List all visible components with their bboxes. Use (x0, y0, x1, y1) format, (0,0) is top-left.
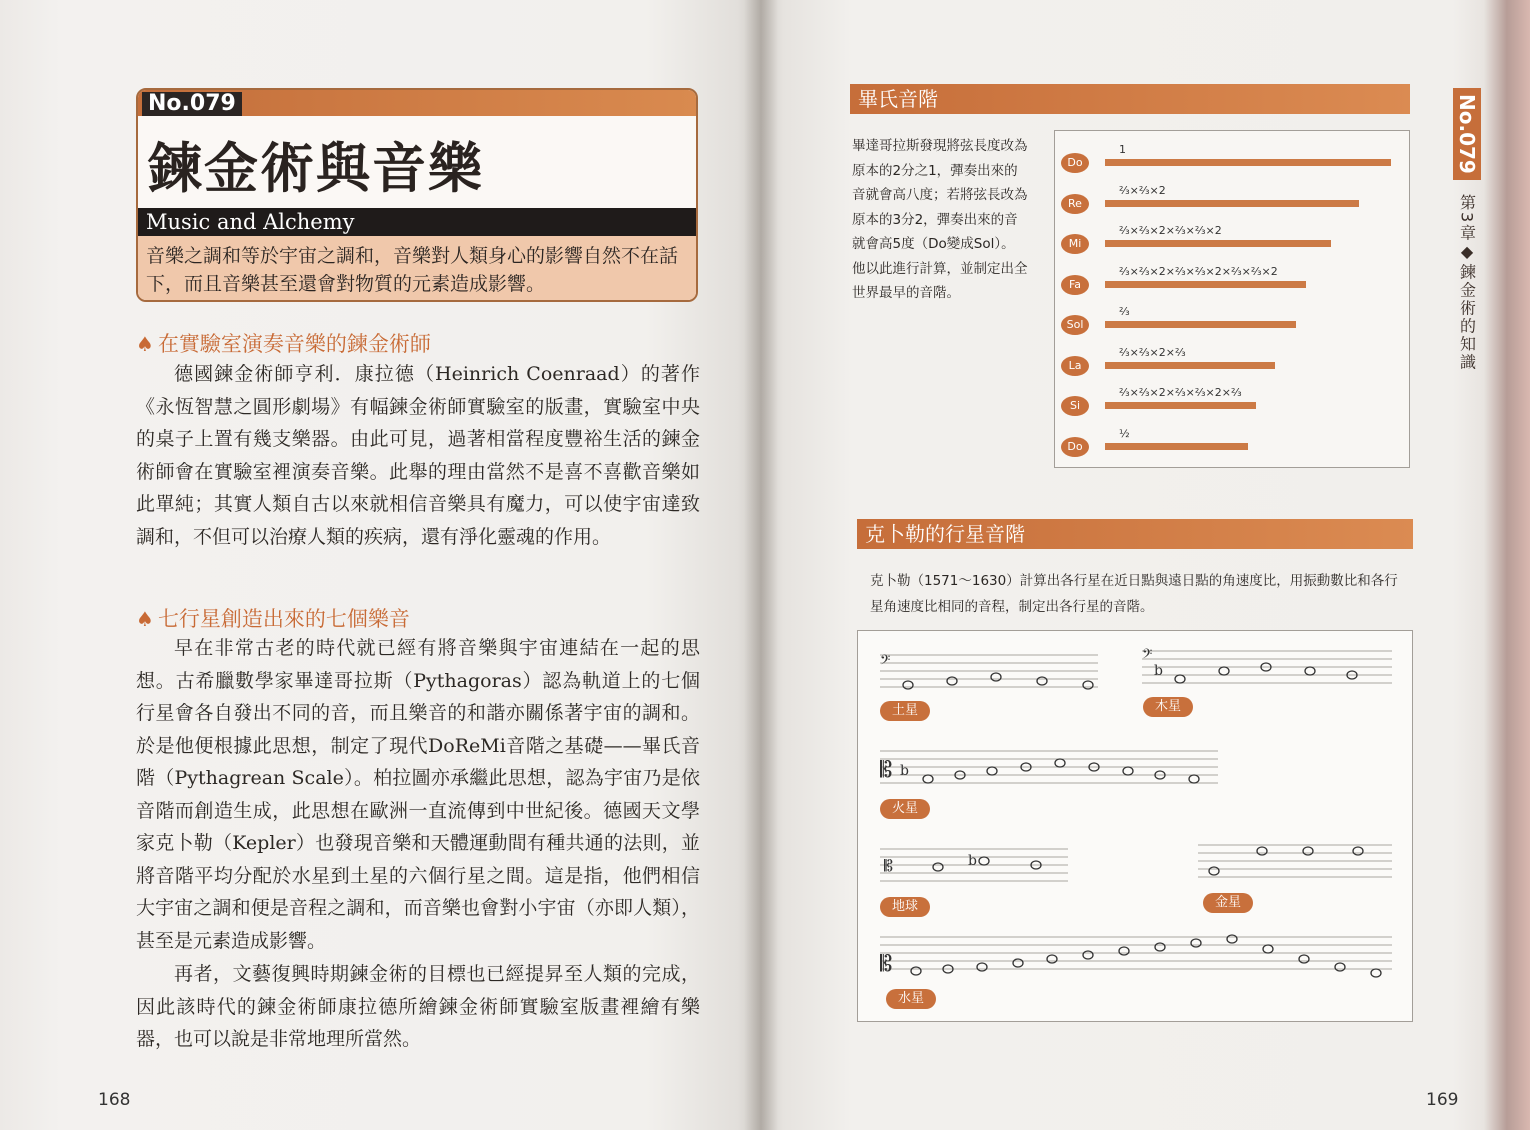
page-number-left: 168 (98, 1090, 131, 1110)
kepler-text: 克卜勒（1571～1630）計算出各行星在近日點與遠日點的角速度比，用振動數比和各行星角速度比相同的音程，制定出各行星的音階。 (870, 573, 1398, 615)
note-formula: ⅔×⅔×2×⅔×⅔×2×⅔ (1119, 386, 1242, 399)
note-mi-circle: Mi (1061, 234, 1089, 254)
note-do-circle: Do (1061, 153, 1089, 173)
pythagorean-scale-diagram (1054, 130, 1410, 468)
spade-icon: ♠ (136, 332, 154, 356)
section-3-paragraph: 再者，文藝復興時期鍊金術的目標也已經提昇至人類的完成，因此該時代的鍊金術師康拉德所繪鍊金術師實驗室版畫裡繪有樂器，也可以說是非常地理所當然。 (136, 963, 700, 1050)
string-length-bar (1105, 240, 1331, 247)
section-1-paragraph: 德國鍊金術師亨利．康拉德（Heinrich Coenraad）的著作《永恆智慧之圓形劇場》有幅鍊金術師實驗室的版畫，實驗室中央的桌子上置有幾支樂器。由此可見，過著相當程度豐裕生活的鍊金術師會在實驗室裡演奏音樂。此舉的理由當然不是喜不喜歡音樂如此單純；其實人類自古以來就相信音樂具有魔力，可以使宇宙達致調和，不但可以治療人類的疾病，還有淨化靈魂的作用。 (136, 363, 700, 548)
english-subtitle: Music and Alchemy (138, 208, 696, 236)
string-length-bar (1105, 159, 1391, 166)
note-si-circle: Si (1061, 396, 1089, 416)
svg-text:b: b (900, 763, 909, 779)
side-tab-number: No.079 (1453, 88, 1481, 180)
note-sol-circle: Sol (1061, 315, 1089, 335)
svg-text:𝄡: 𝄡 (880, 758, 893, 783)
planet-staff-svg (858, 631, 1414, 1023)
string-length-bar (1105, 402, 1256, 409)
string-length-bar (1105, 200, 1359, 207)
kepler-heading: 克卜勒的行星音階 (857, 519, 1413, 549)
planet-label-mercury: 水星 (886, 989, 936, 1009)
planet-label-mars: 火星 (880, 799, 930, 819)
section-heading-2: ♠ 七行星創造出來的七個樂音 (136, 607, 410, 631)
svg-text:𝄡: 𝄡 (884, 856, 893, 875)
note-la-circle: La (1061, 356, 1089, 376)
string-length-bar (1105, 281, 1306, 288)
page-number-right: 169 (1426, 1090, 1459, 1110)
svg-text:𝄢: 𝄢 (1142, 646, 1153, 665)
string-length-bar (1105, 362, 1275, 369)
kepler-notation-box (857, 630, 1413, 1022)
spade-icon: ♠ (136, 607, 154, 631)
section-2-paragraph: 早在非常古老的時代就已經有將音樂與宇宙連結在一起的思想。古希臘數學家畢達哥拉斯（Pythagoras）認為軌道上的七個行星會各自發出不同的音，而且樂音的和諧亦關係著宇宙的調和。於是他便根據此思想，制定了現代DoReMi音階之基礎——畢氏音階（Pythagrean Scale）。柏拉圖亦承繼此思想，認為宇宙乃是依音階而創造生成，此思想在歐洲一直流傳到中世紀後。德國天文學家克卜勒（Kepler）也發現音樂和天體運動間有種共通的法則，並將音階平均分配於水星到土星的六個行星之間。這是指，他們相信大宇宙之調和便是音程之調和，而音樂也會對小宇宙（亦即人類），甚至是元素造成影響。 (136, 637, 700, 952)
string-length-bar (1105, 321, 1296, 328)
summary-text: 音樂之調和等於宇宙之調和，音樂對人類身心的影響自然不在話下，而且音樂甚至還會對物質的元素造成影響。 (138, 236, 696, 302)
note-formula: ⅔ (1119, 305, 1130, 318)
svg-text:𝄡: 𝄡 (880, 952, 893, 977)
title-header-bar (138, 90, 696, 116)
book-gutter (744, 0, 778, 1130)
note-do-circle: Do (1061, 437, 1089, 457)
planet-label-venus: 金星 (1203, 893, 1253, 913)
note-formula: ⅔×⅔×2×⅔×⅔×2 (1119, 224, 1222, 237)
title-box (136, 88, 698, 302)
page-title: 鍊金術與音樂 (148, 137, 484, 200)
entry-number: No.079 (142, 92, 242, 116)
note-formula: ⅔×⅔×2 (1119, 183, 1166, 197)
note-re-circle: Re (1061, 194, 1089, 214)
svg-text:b: b (968, 853, 977, 869)
note-fa-circle: Fa (1061, 275, 1089, 295)
svg-text:b: b (1154, 663, 1163, 679)
note-formula: ⅔×⅔×2×⅔×⅔×2×⅔×⅔×2 (1119, 264, 1278, 278)
note-formula: ⅔×⅔×2×⅔ (1119, 345, 1186, 359)
note-formula: ½ (1119, 426, 1130, 440)
svg-text:𝄢: 𝄢 (880, 652, 891, 671)
planet-label-jupiter: 木星 (1143, 697, 1193, 717)
planet-label-saturn: 土星 (880, 701, 930, 721)
planet-label-earth: 地球 (880, 897, 930, 917)
side-tab-chapter: 第3章◆鍊金術的知識 (1457, 193, 1477, 372)
string-length-bar (1105, 443, 1248, 450)
left-page (0, 0, 760, 1130)
chapter-side-tab (1452, 88, 1482, 375)
section-heading-1: ♠ 在實驗室演奏音樂的鍊金術師 (136, 332, 431, 356)
pythagorean-text: 畢達哥拉斯發現將弦長度改為原本的2分之1，彈奏出來的音就會高八度；若將弦長改為原本的3分2，彈奏出來的音就會高5度（Do變成Sol）。他以此進行計算，並制定出全世界最早的音階。 (852, 138, 1028, 301)
pythagorean-heading: 畢氏音階 (850, 84, 1410, 114)
note-formula: 1 (1119, 143, 1126, 156)
